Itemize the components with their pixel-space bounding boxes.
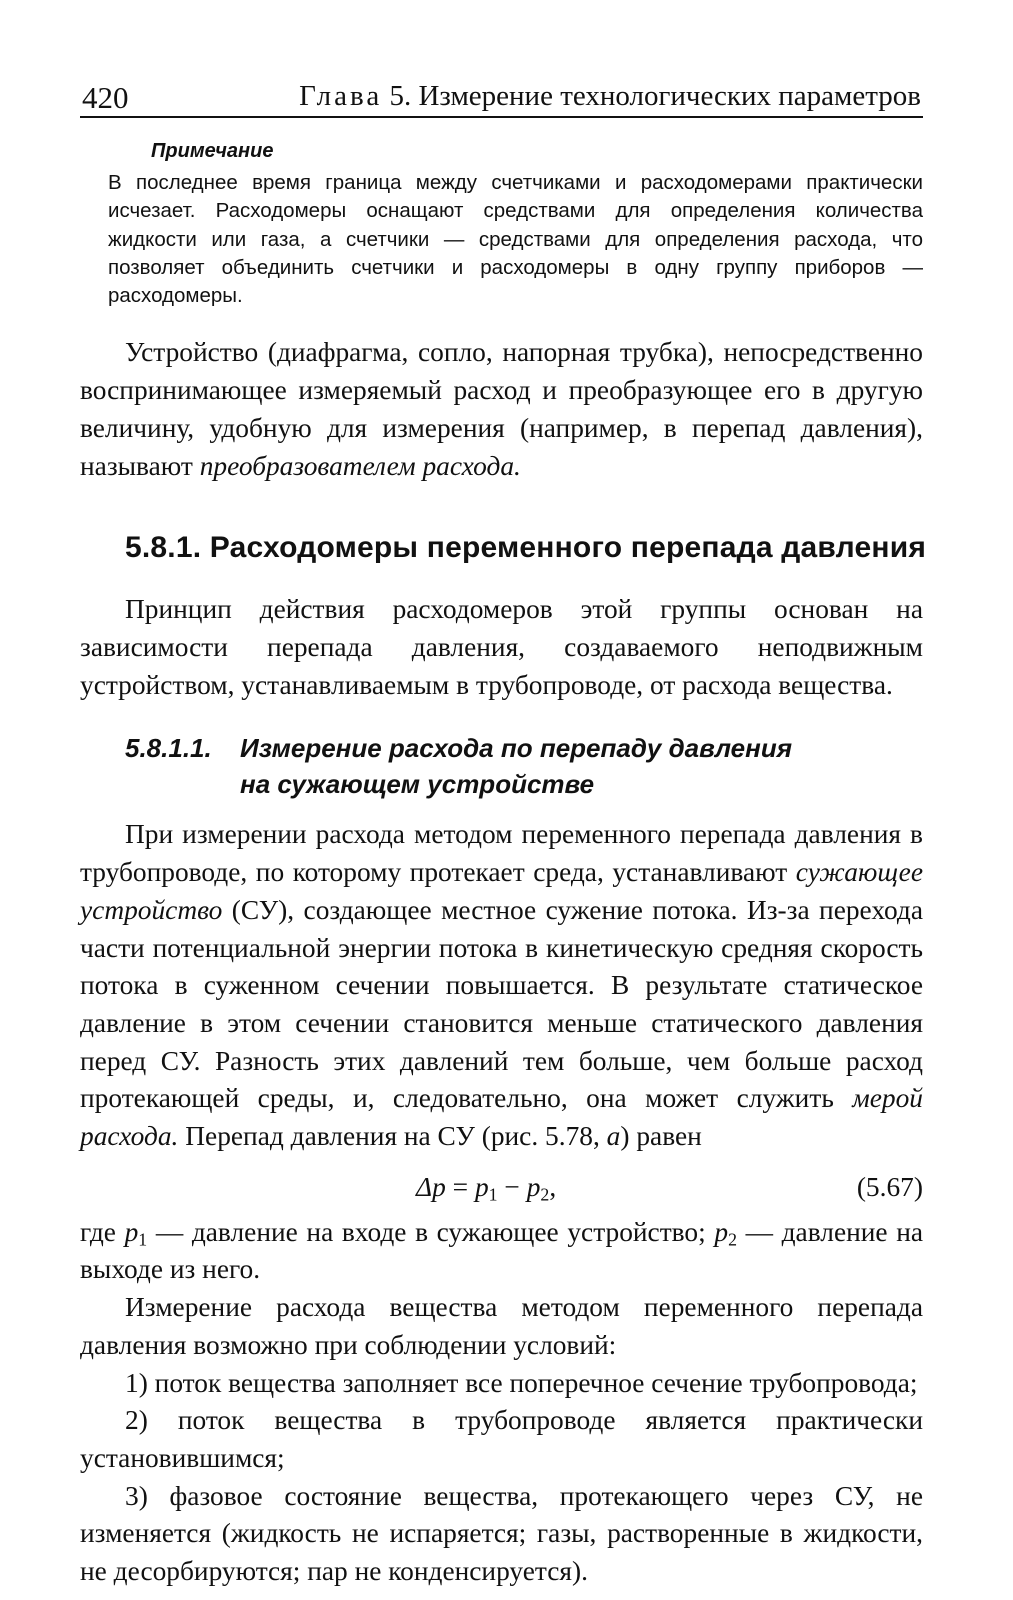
where-paragraph: где $p_1$ — давление на входе в сужающее устройство; $p_2$ — давление на выходе из него.: [80, 1216, 924, 1285]
book-page: [80, 62, 927, 1591]
section-heading: 5.8.1. Расходомеры переменного перепада давления: [125, 531, 927, 565]
condition-item-3: 3) фазовое состояние вещества, протекающего через СУ, не изменяется (жидкость не испаряется; газы, растворенные в жидкости, не десорбируются; пар не конденсируется).: [80, 1480, 923, 1587]
running-header: [80, 62, 923, 118]
formula-expression: $\Delta p = p_1 - p_2$,: [416, 1171, 557, 1205]
intro-paragraph: Устройство (диафрагма, сопло, напорная трубка), непосредственно воспринимающее измеряемый расход и преобразующее его в другую величину, удобную для измерения (например, в перепад давления), называют преобразователем расхода.: [80, 337, 923, 481]
chapter-word: Глава: [299, 80, 383, 112]
term-sužающее: сужающее устройство: [80, 857, 923, 925]
condition-item-1: 1) поток вещества заполняет все поперечное сечение трубопровода;: [125, 1367, 918, 1398]
note-text: В последнее время граница между счетчиками и расходомерами практически исчезает. Расходомеры оснащают средствами для определения количества жидкости или газа, а счетчики — средствами для определения расхода, что позволяет объединить счетчики и расходомеры в одну группу приборов — расходомеры.: [108, 171, 923, 308]
chapter-title: 5. Измерение технологических параметров: [389, 80, 921, 112]
formula-5-67: [80, 1170, 923, 1214]
section-paragraph: Принцип действия расходомеров этой группы основан на зависимости перепада давления, создаваемого неподвижным устройством, устанавливаемым в трубопроводе, от расхода вещества.: [80, 594, 923, 700]
term-mera-raskhoda: мерой расхода.: [80, 1083, 923, 1152]
figure-letter: а: [606, 1121, 621, 1152]
conditions-intro: Измерение расхода вещества методом переменного перепада давления возможно при соблюдении условий:: [80, 1292, 923, 1360]
subsection-title-line2: на сужающем устройстве: [240, 769, 595, 800]
note-title: Примечание: [151, 140, 274, 162]
main-paragraph: При измерении расхода методом переменного перепада давления в трубопроводе, по которому протекает среда, устанавливают сужающее устройство (СУ), создающее местное сужение потока. Из-за перехода части потенциальной энергии потока в кинетическую средняя скорость потока в суженном сечении повышается. В результате статическое давление в этом сечении становится меньше статического давления перед СУ. Разность этих давлений тем больше, чем больше расход протекающей среды, и, следовательно, она может служить мерой расхода. Перепад давления на СУ (рис. 5.78, а) равен: [80, 819, 923, 1152]
condition-item-2: 2) поток вещества в трубопроводе является практически установившимся;: [80, 1405, 923, 1473]
intro-term: преобразователем расхода.: [199, 450, 521, 481]
formula-number: (5.67): [856, 1171, 923, 1202]
running-title: [299, 80, 921, 113]
subsection-number: 5.8.1.1.: [125, 733, 212, 764]
subsection-title-line1: Измерение расхода по перепаду давления: [240, 733, 793, 764]
subsection-heading: [125, 730, 923, 802]
page-number: 420: [82, 80, 129, 115]
